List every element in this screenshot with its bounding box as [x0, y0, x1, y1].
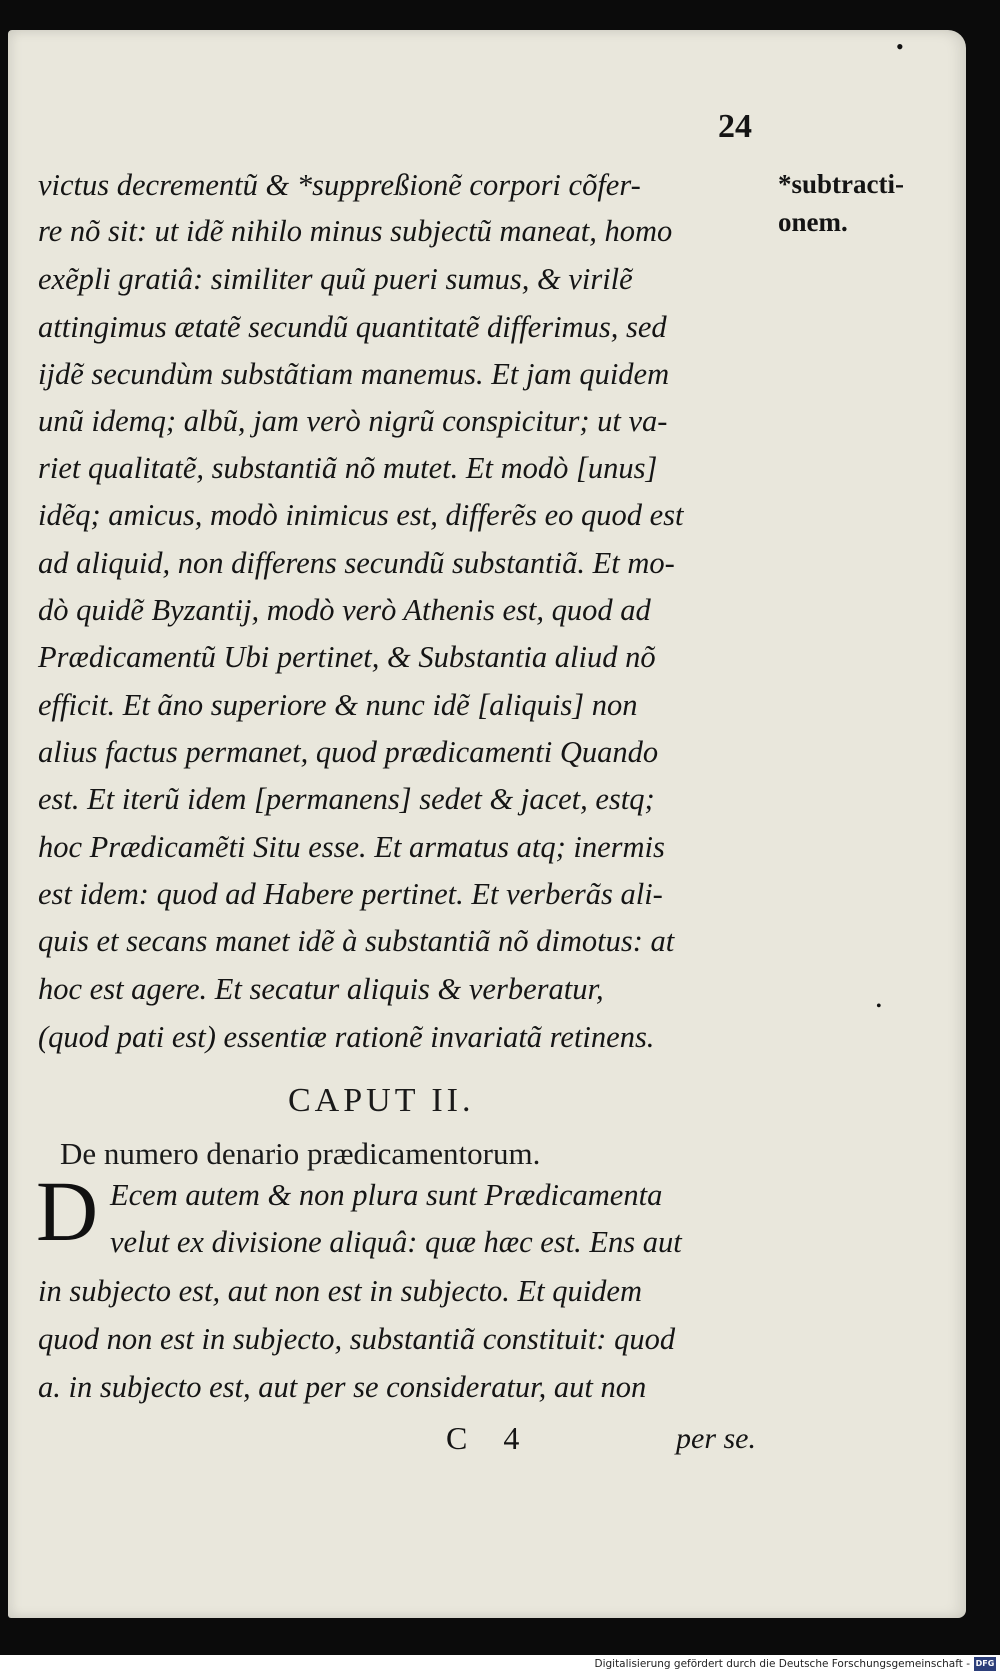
- page-number: 24: [718, 108, 752, 145]
- dfg-logo: DFG: [974, 1657, 996, 1671]
- footer-credit: Digitalisierung gefördert durch die Deutsche Forschungsgemeinschaft -: [594, 1658, 970, 1670]
- margin-note-line: *subtracti-: [778, 169, 904, 199]
- body-line: dò quidẽ Byzantij, modò verò Athenis est, quod ad: [38, 593, 651, 627]
- chapter-line: velut ex divisione aliquâ: quæ hæc est. Ens aut: [110, 1225, 682, 1259]
- body-line: (quod pati est) essentiæ rationẽ invariatã retinens.: [38, 1020, 655, 1054]
- body-line: quis et secans manet idẽ à substantiã nõ dimotus: at: [38, 924, 675, 958]
- body-line: alius factus permanet, quod prædicamenti Quando: [38, 735, 659, 769]
- body-line: hoc est agere. Et secatur aliquis & verberatur,: [38, 972, 604, 1006]
- body-line: ijdẽ secundùm substãtiam manemus. Et jam quidem: [38, 357, 670, 391]
- chapter-line: quod non est in subjecto, substantiã constituit: quod: [38, 1322, 676, 1356]
- catchword: per se.: [676, 1422, 756, 1455]
- chapter-line: in subjecto est, aut non est in subjecto. Et quidem: [38, 1274, 642, 1308]
- body-line: exẽpli gratiâ: similiter quũ pueri sumus, & virilẽ: [38, 262, 633, 296]
- body-line: ad aliquid, non differens secundũ substantiã. Et mo-: [38, 546, 675, 580]
- ink-speck: •: [876, 998, 882, 1015]
- ink-speck: •: [896, 34, 904, 59]
- body-line: Prædicamentũ Ubi pertinet, & Substantia aliud nõ: [38, 640, 656, 674]
- body-line: riet qualitatẽ, substantiã nõ mutet. Et modò [unus]: [38, 451, 658, 485]
- body-line: hoc Prædicamẽti Situ esse. Et armatus atq; inermis: [38, 830, 665, 864]
- chapter-heading: CAPUT II.: [288, 1082, 475, 1119]
- drop-cap: D: [36, 1163, 99, 1259]
- body-line: unũ idemq; albũ, jam verò nigrũ conspicitur; ut va-: [38, 404, 668, 438]
- chapter-subheading: De numero denario prædicamentorum.: [60, 1136, 541, 1171]
- margin-note-line: onem.: [778, 207, 848, 237]
- margin-note: [778, 165, 963, 241]
- body-line: attingimus ætatẽ secundũ quantitatẽ differimus, sed: [38, 310, 667, 344]
- body-line: idẽq; amicus, modò inimicus est, differẽs eo quod est: [38, 498, 684, 532]
- chapter-line: Ecem autem & non plura sunt Prædicamenta: [110, 1178, 663, 1212]
- body-line: est idem: quod ad Habere pertinet. Et verberãs ali-: [38, 877, 663, 911]
- signature-mark: C 4: [446, 1420, 534, 1456]
- body-line: est. Et iterũ idem [permanens] sedet & jacet, estq;: [38, 782, 655, 816]
- body-line: efficit. Et ãno superiore & nunc idẽ [aliquis] non: [38, 688, 638, 722]
- body-line: re nõ sit: ut idẽ nihilo minus subjectũ maneat, homo: [38, 214, 673, 248]
- chapter-line: a. in subjecto est, aut per se consideratur, aut non: [38, 1370, 647, 1404]
- body-line: victus decrementũ & *suppreßionẽ corpori cõfer-: [38, 168, 641, 202]
